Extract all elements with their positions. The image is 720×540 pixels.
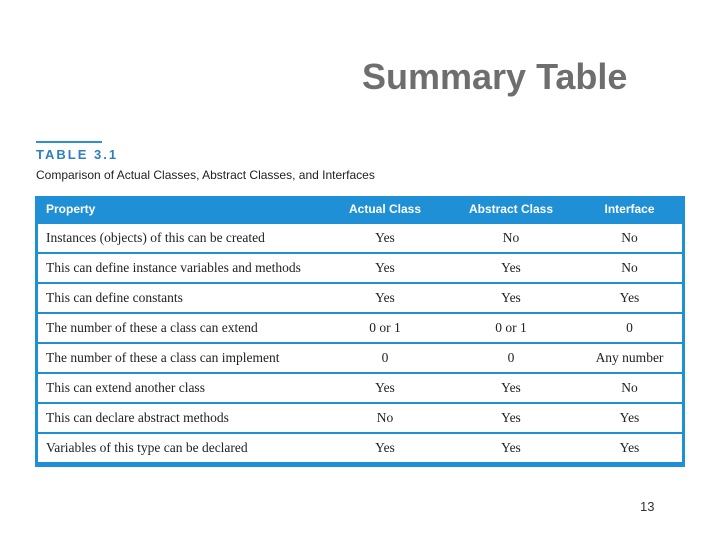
cell-interface: No [577, 223, 682, 253]
cell-actual-class: Yes [325, 283, 445, 313]
table-header-row [38, 196, 682, 223]
cell-property: This can extend another class [38, 373, 325, 403]
cell-abstract-class: Yes [445, 403, 577, 433]
cell-abstract-class: Yes [445, 433, 577, 462]
table-row [38, 313, 682, 343]
slide-title: Summary Table [362, 56, 628, 97]
header-interface: Interface [604, 202, 655, 216]
comparison-table-container [35, 196, 685, 467]
table-row [38, 433, 682, 462]
table-row [38, 403, 682, 433]
cell-actual-class: 0 [325, 343, 445, 373]
table-row [38, 223, 682, 253]
table-row [38, 343, 682, 373]
header-actual-class: Actual Class [348, 202, 422, 216]
table-label: TABLE 3.1 [36, 147, 119, 162]
cell-abstract-class: Yes [445, 253, 577, 283]
cell-property: Instances (objects) of this can be created [38, 223, 325, 253]
cell-abstract-class: Yes [445, 373, 577, 403]
cell-actual-class: Yes [325, 433, 445, 462]
cell-interface: No [577, 253, 682, 283]
table-row [38, 373, 682, 403]
header-property: Property [46, 202, 96, 216]
table-row [38, 283, 682, 313]
cell-property: This can define constants [38, 283, 325, 313]
cell-actual-class: 0 or 1 [325, 313, 445, 343]
cell-interface: Any number [577, 343, 682, 373]
cell-abstract-class: 0 [445, 343, 577, 373]
cell-property: The number of these a class can implement [38, 343, 325, 373]
cell-actual-class: Yes [325, 253, 445, 283]
table-caption: Comparison of Actual Classes, Abstract Classes, and Interfaces [36, 168, 375, 182]
table-row [38, 253, 682, 283]
cell-property: This can declare abstract methods [38, 403, 325, 433]
cell-abstract-class: No [445, 223, 577, 253]
cell-interface: Yes [577, 433, 682, 462]
cell-abstract-class: Yes [445, 283, 577, 313]
cell-property: This can define instance variables and methods [38, 253, 325, 283]
cell-abstract-class: 0 or 1 [445, 313, 577, 343]
cell-actual-class: Yes [325, 373, 445, 403]
cell-interface: 0 [577, 313, 682, 343]
cell-property: The number of these a class can extend [38, 313, 325, 343]
cell-interface: Yes [577, 283, 682, 313]
comparison-table [38, 196, 682, 462]
header-abstract-class: Abstract Class [468, 202, 554, 216]
cell-property: Variables of this type can be declared [38, 433, 325, 462]
cell-interface: No [577, 373, 682, 403]
cell-interface: Yes [577, 403, 682, 433]
page-number: 13 [640, 499, 655, 514]
cell-actual-class: No [325, 403, 445, 433]
cell-actual-class: Yes [325, 223, 445, 253]
table-label-rule [36, 141, 102, 143]
